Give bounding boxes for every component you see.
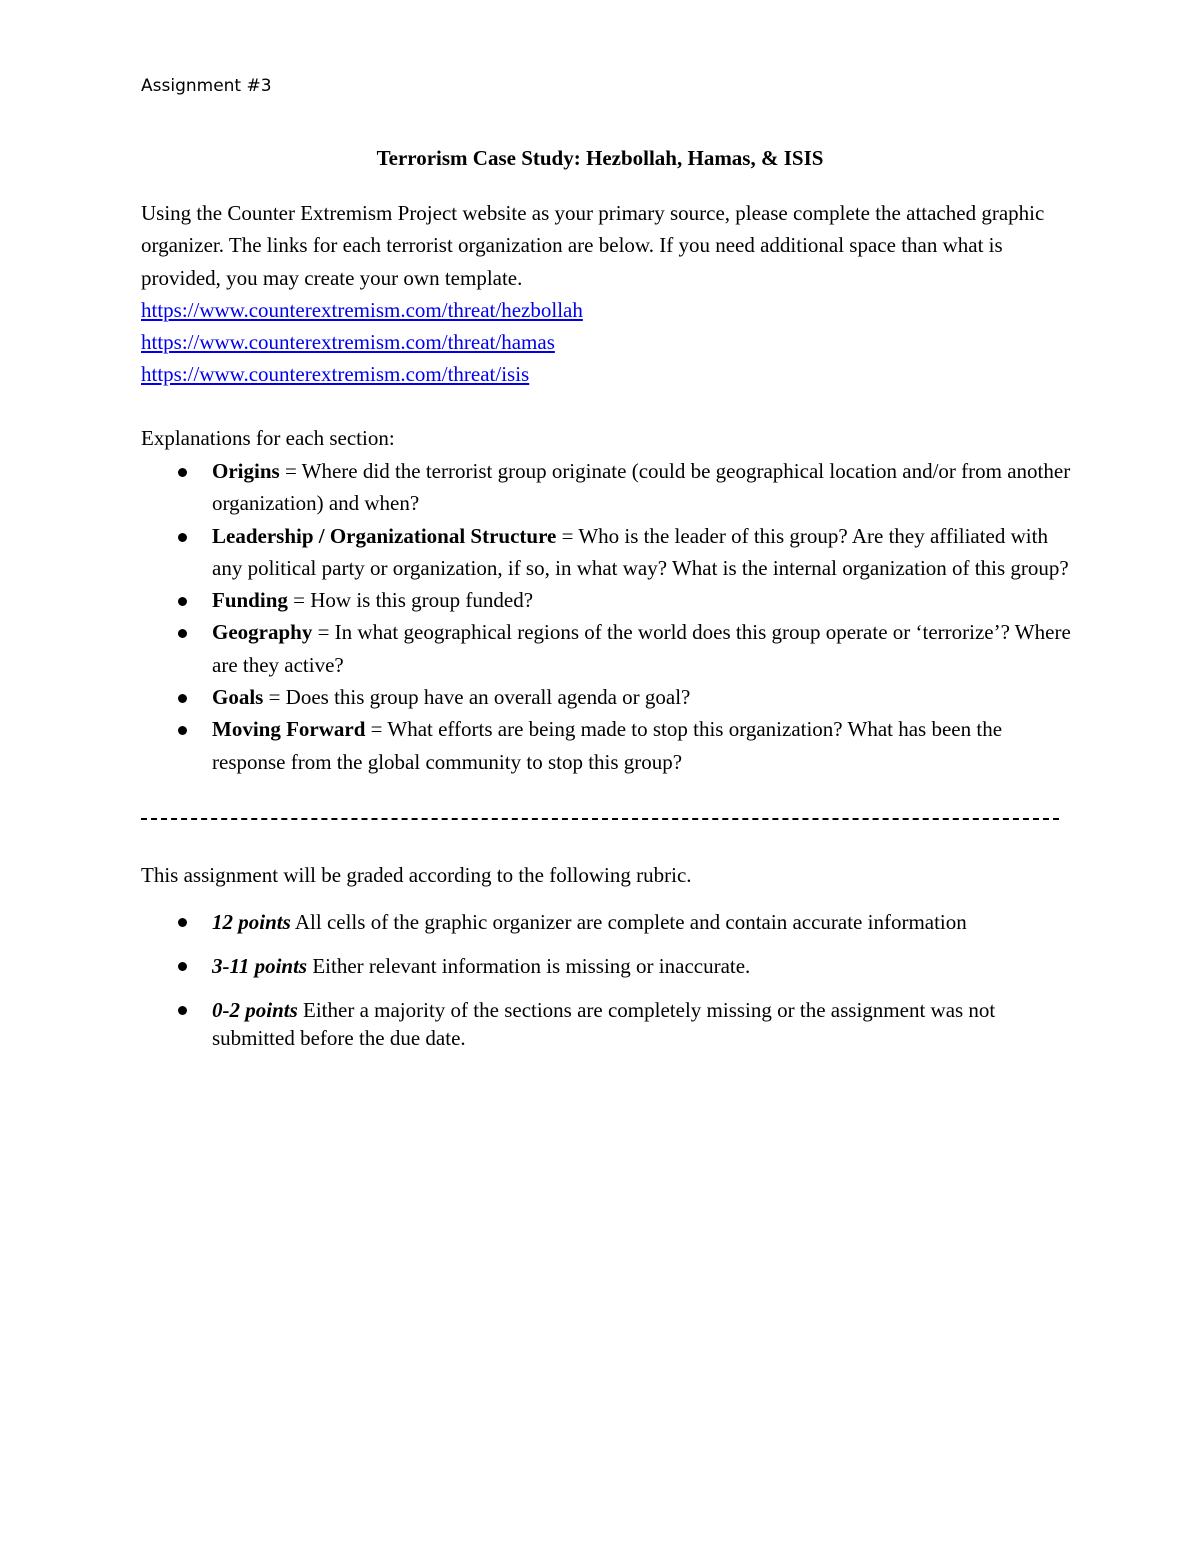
rubric-intro: This assignment will be graded according to the following rubric. — [141, 863, 692, 887]
rubric-description: All cells of the graphic organizer are complete and contain accurate information — [290, 910, 967, 934]
bullet-icon — [178, 533, 187, 542]
bullet-icon — [178, 962, 187, 971]
bullet-icon — [178, 726, 187, 735]
dashed-divider — [141, 818, 1059, 820]
link-hamas[interactable]: https://www.counterextremism.com/threat/hamas — [141, 330, 555, 355]
term-label: Moving Forward — [212, 717, 366, 742]
link-isis[interactable]: https://www.counterextremism.com/threat/isis — [141, 362, 530, 387]
assignment-header: Assignment #3 — [141, 76, 272, 96]
term-label: Geography — [212, 620, 313, 645]
term-label: Goals — [212, 685, 264, 710]
document-title: Terrorism Case Study: Hezbollah, Hamas, & ISIS — [376, 146, 824, 170]
term-definition: = Who is the leader of this group? Are they affiliated with any political party or organization, if so, in what way? What is the internal organization of this group? — [212, 523, 1069, 580]
rubric-points: 12 points — [212, 910, 291, 934]
rubric-item — [141, 908, 1071, 936]
term-label: Leadership / Organizational Structure — [212, 523, 557, 548]
explanations-label: Explanations for each section: — [141, 426, 395, 450]
list-item-leadership — [141, 520, 1071, 585]
list-item-moving-forward — [141, 713, 1071, 778]
bullet-icon — [178, 1006, 187, 1015]
bullet-icon — [178, 694, 187, 703]
explanations-list — [141, 455, 1071, 778]
term-definition: = In what geographical regions of the world does this group operate or ‘terrorize’? Where are they active? — [212, 620, 1071, 677]
term-definition: = Where did the terrorist group originate (could be geographical location and/or from another organization) and when? — [212, 459, 1071, 516]
rubric-description: Either a majority of the sections are completely missing or the assignment was not submitted before the due date. — [212, 998, 996, 1050]
term-label: Origins — [212, 459, 280, 483]
bullet-icon — [178, 597, 187, 606]
term-label: Funding — [212, 588, 288, 613]
bullet-icon — [178, 468, 187, 477]
rubric-item — [141, 996, 1071, 1052]
link-hezbollah[interactable]: https://www.counterextremism.com/threat/hezbollah — [141, 297, 583, 322]
list-item-geography — [141, 616, 1071, 681]
intro-section — [141, 197, 1071, 391]
intro-paragraph: Using the Counter Extremism Project website as your primary source, please complete the attached graphic organizer. The links for each terrorist organization are below. If you need additional space than what is provided, you may create your own template. — [141, 201, 1045, 290]
bullet-icon — [178, 629, 187, 638]
list-item-goals — [141, 681, 1071, 713]
bullet-icon — [178, 918, 187, 927]
rubric-description: Either relevant information is missing or inaccurate. — [307, 954, 751, 978]
rubric-points: 0-2 points — [212, 998, 298, 1022]
term-definition: = Does this group have an overall agenda or goal? — [263, 685, 691, 710]
rubric-item — [141, 952, 1071, 980]
term-definition: = How is this group funded? — [287, 588, 534, 613]
term-definition: = What efforts are being made to stop this organization? What has been the response from the global community to stop this group? — [212, 717, 1003, 774]
list-item-funding — [141, 584, 1071, 616]
list-item-origins — [141, 455, 1071, 520]
rubric-points: 3-11 points — [212, 954, 308, 978]
rubric-list — [141, 908, 1071, 1068]
